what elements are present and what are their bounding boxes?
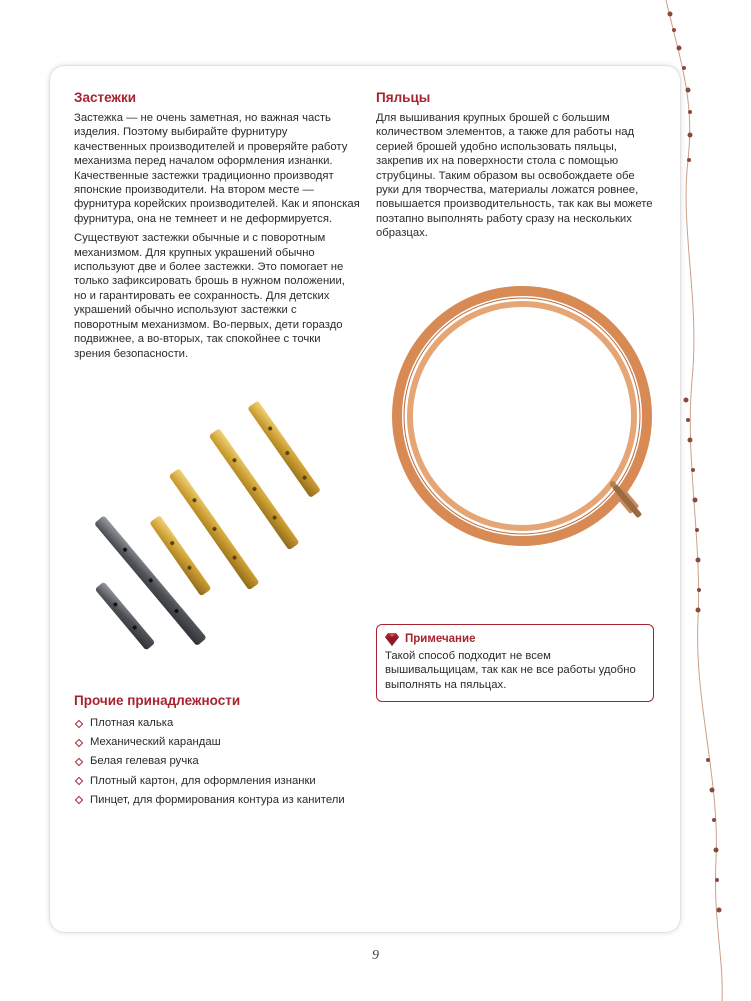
note-text: Такой способ подходит не всем вышивальщицам, так как не все работы удобно выполнять на пяльцах.: [385, 650, 636, 691]
clasps-paragraph-1: Застежка — не очень заметная, но важная часть изделия. Поэтому выбирайте фурнитуру качественных производителей и проверяйте работу механизма перед началом оформления изнанки. Качественные застежки традиционно производят японские производители. На втором месте — фурнитура корейских производителей. Как и японская фурнитура, она не темнеет и не деформируется.: [74, 112, 360, 225]
misc-list: [74, 714, 374, 810]
misc-supplies-section: [74, 693, 374, 810]
page-card: [50, 66, 680, 932]
gem-icon: [385, 633, 399, 646]
page-number: 9: [372, 948, 379, 963]
list-item: Белая гелевая ручка: [74, 752, 374, 771]
list-item: Пинцет, для формирования контура из канители: [74, 791, 374, 810]
clasps-section: [74, 90, 360, 366]
note-box: [376, 624, 654, 702]
hoops-heading: Пяльцы: [376, 90, 431, 105]
list-item: Механический карандаш: [74, 733, 374, 752]
diamond-outline-icon: [75, 777, 83, 785]
hoops-paragraph: Для вышивания крупных брошей с большим количеством элементов, а также для работы над серией брошей удобно использовать пяльцы, закрепив их на поверхности стола с помощью струбцины. Таким образом вы освобождаете обе руки для творчества, материалы ложатся ровнее, повышается производительность, так как вы можете поэтапно выполнять работу сразу на нескольких образцах.: [376, 112, 653, 240]
diamond-outline-icon: [75, 796, 83, 804]
list-item: Плотный картон, для оформления изнанки: [74, 772, 374, 791]
diamond-outline-icon: [75, 719, 83, 727]
embroidery-hoop-photo: [372, 276, 672, 566]
brooch-pins-photo: [80, 386, 380, 656]
list-item: Плотная калька: [74, 714, 374, 733]
diamond-outline-icon: [75, 758, 83, 766]
misc-heading: Прочие принадлежности: [74, 693, 241, 708]
note-title: Примечание: [405, 633, 476, 645]
clasps-paragraph-2: Существуют застежки обычные и с поворотным механизмом. Для крупных украшений обычно используют две и более застежки. Это помогает не только зафиксировать брошь в нужном положении, но и гарантировать ее сохранность. Для детских украшений обычно используют застежки с поворотным механизмом. Во-первых, дети гораздо подвижнее, а во-вторых, так спокойнее с точки зрения безопасности.: [74, 232, 345, 360]
hoops-section: [376, 90, 660, 246]
clasps-heading: Застежки: [74, 90, 137, 105]
diamond-outline-icon: [75, 739, 83, 747]
